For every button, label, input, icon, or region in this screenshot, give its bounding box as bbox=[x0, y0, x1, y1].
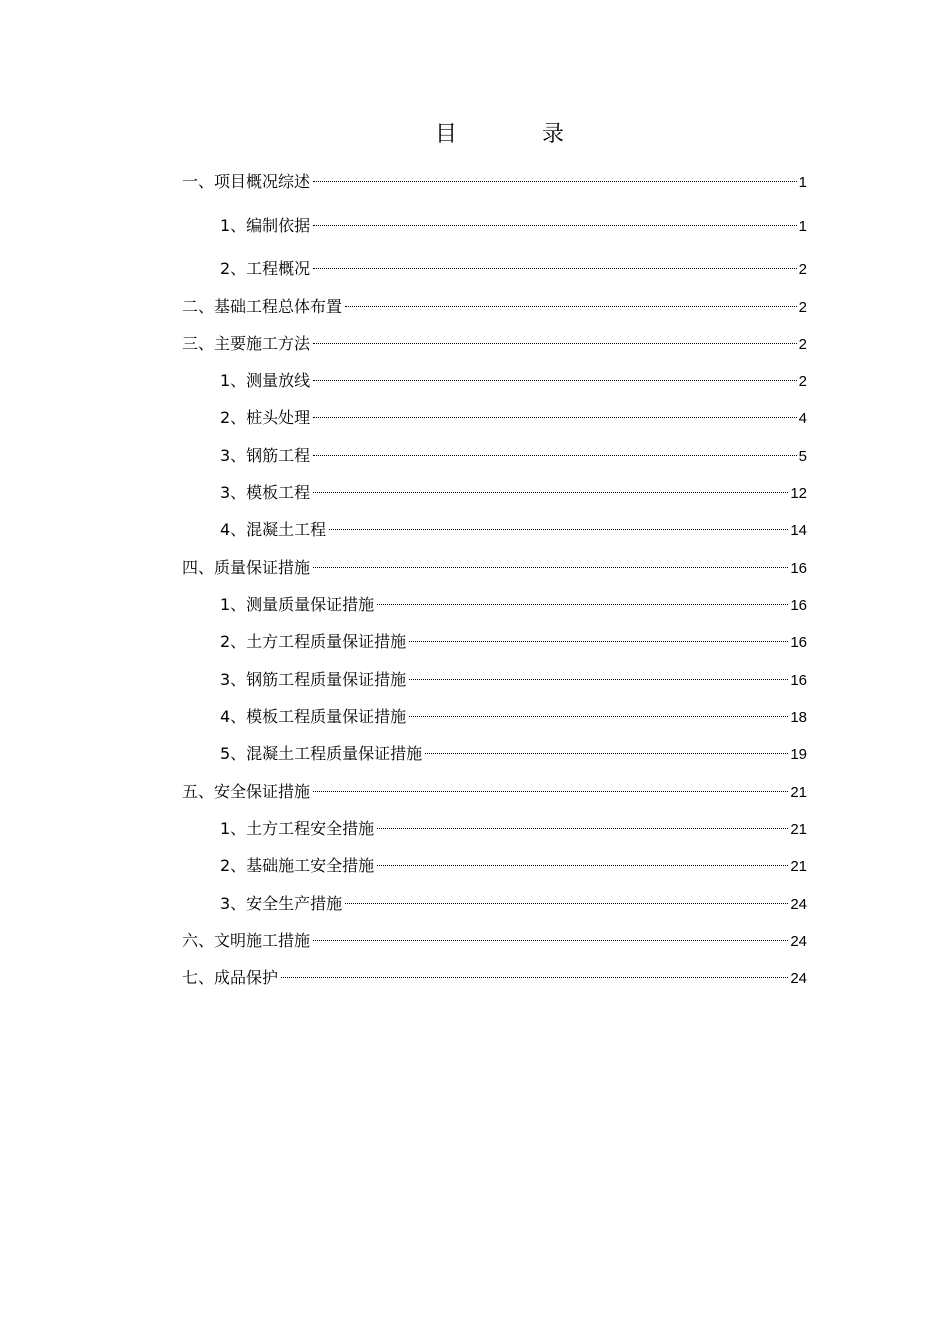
toc-entry-label: 2、基础施工安全措施 bbox=[220, 856, 375, 875]
toc-subsection-entry[interactable] bbox=[220, 214, 807, 238]
toc-page-number: 4 bbox=[798, 410, 807, 427]
dot-leader bbox=[313, 181, 797, 182]
toc-entry-label: 1、测量放线 bbox=[220, 371, 311, 390]
toc-entry-label: 1、编制依据 bbox=[220, 216, 311, 235]
toc-page-number: 2 bbox=[798, 336, 807, 353]
dot-leader bbox=[409, 716, 788, 717]
dot-leader bbox=[313, 492, 788, 493]
toc-page-number: 16 bbox=[790, 634, 807, 651]
toc-subsection-entry[interactable] bbox=[220, 444, 807, 468]
toc-subsection-entry[interactable] bbox=[220, 630, 807, 654]
toc-entry-label: 二、基础工程总体布置 bbox=[182, 297, 343, 316]
dot-leader bbox=[345, 903, 788, 904]
toc-page-number: 21 bbox=[790, 858, 807, 875]
dot-leader bbox=[313, 940, 788, 941]
toc-entry-label: 4、混凝土工程 bbox=[220, 520, 327, 539]
toc-entry-label: 四、质量保证措施 bbox=[182, 558, 311, 577]
toc-entry-label: 六、文明施工措施 bbox=[182, 931, 311, 950]
toc-subsection-entry[interactable] bbox=[220, 257, 807, 281]
toc-page-number: 1 bbox=[798, 174, 807, 191]
toc-page-number: 14 bbox=[790, 522, 807, 539]
toc-page-number: 2 bbox=[798, 299, 807, 316]
toc-entry-label: 一、项目概况综述 bbox=[182, 172, 311, 191]
toc-entry-label: 2、桩头处理 bbox=[220, 408, 311, 427]
toc-page-number: 24 bbox=[790, 970, 807, 987]
title-char-mu: 目 bbox=[435, 122, 458, 147]
toc-page-number: 21 bbox=[790, 821, 807, 838]
toc-page-number: 16 bbox=[790, 597, 807, 614]
dot-leader bbox=[313, 380, 796, 381]
toc-subsection-entry[interactable] bbox=[220, 854, 807, 878]
toc-subsection-entry[interactable] bbox=[220, 817, 807, 841]
toc-subsection-entry[interactable] bbox=[220, 481, 807, 505]
toc-entry-label: 1、测量质量保证措施 bbox=[220, 595, 375, 614]
dot-leader bbox=[313, 343, 797, 344]
toc-section-entry[interactable] bbox=[182, 780, 807, 804]
toc-subsection-entry[interactable] bbox=[220, 705, 807, 729]
toc-page-number: 5 bbox=[798, 448, 807, 465]
title-char-lu: 录 bbox=[542, 122, 565, 147]
toc-entry-label: 3、模板工程 bbox=[220, 483, 311, 502]
dot-leader bbox=[377, 828, 788, 829]
toc-page-number: 24 bbox=[790, 896, 807, 913]
dot-leader bbox=[313, 225, 796, 226]
toc-subsection-entry[interactable] bbox=[220, 369, 807, 393]
toc-subsection-entry[interactable] bbox=[220, 593, 807, 617]
dot-leader bbox=[313, 791, 788, 792]
toc-page-number: 24 bbox=[790, 933, 807, 950]
toc-entry-label: 3、钢筋工程 bbox=[220, 446, 311, 465]
dot-leader bbox=[345, 306, 797, 307]
toc-section-entry[interactable] bbox=[182, 929, 807, 953]
dot-leader bbox=[329, 529, 788, 530]
toc-subsection-entry[interactable] bbox=[220, 892, 807, 916]
toc-page-number: 21 bbox=[790, 784, 807, 801]
toc-entry-label: 5、混凝土工程质量保证措施 bbox=[220, 744, 423, 763]
toc-page-number: 12 bbox=[790, 485, 807, 502]
toc-subsection-entry[interactable] bbox=[220, 742, 807, 766]
toc-entry-label: 3、安全生产措施 bbox=[220, 894, 343, 913]
dot-leader bbox=[313, 268, 796, 269]
dot-leader bbox=[409, 641, 788, 642]
toc-section-entry[interactable] bbox=[182, 332, 807, 356]
toc-entry-label: 2、工程概况 bbox=[220, 259, 311, 278]
dot-leader bbox=[409, 679, 788, 680]
dot-leader bbox=[313, 567, 788, 568]
toc-page-number: 19 bbox=[790, 746, 807, 763]
toc-section-entry[interactable] bbox=[182, 966, 807, 990]
toc-subsection-entry[interactable] bbox=[220, 406, 807, 430]
dot-leader bbox=[281, 977, 788, 978]
toc-entry-label: 七、成品保护 bbox=[182, 968, 279, 987]
dot-leader bbox=[425, 753, 788, 754]
toc-entry-label: 3、钢筋工程质量保证措施 bbox=[220, 670, 407, 689]
toc-page-number: 16 bbox=[790, 672, 807, 689]
toc-entry-label: 三、主要施工方法 bbox=[182, 334, 311, 353]
toc-page-number: 16 bbox=[790, 560, 807, 577]
toc-page-number: 2 bbox=[798, 261, 807, 278]
toc-entry-label: 五、安全保证措施 bbox=[182, 782, 311, 801]
toc-page-number: 18 bbox=[790, 709, 807, 726]
toc-entry-label: 4、模板工程质量保证措施 bbox=[220, 707, 407, 726]
dot-leader bbox=[377, 865, 788, 866]
dot-leader bbox=[313, 455, 796, 456]
toc-page-number: 2 bbox=[798, 373, 807, 390]
toc-section-entry[interactable] bbox=[182, 295, 807, 319]
toc-subsection-entry[interactable] bbox=[220, 668, 807, 692]
page-title bbox=[0, 120, 950, 150]
dot-leader bbox=[377, 604, 788, 605]
dot-leader bbox=[313, 417, 796, 418]
toc-section-entry[interactable] bbox=[182, 556, 807, 580]
toc-entry-label: 1、土方工程安全措施 bbox=[220, 819, 375, 838]
toc-page-number: 1 bbox=[798, 218, 807, 235]
toc-section-entry[interactable] bbox=[182, 170, 807, 194]
toc-subsection-entry[interactable] bbox=[220, 518, 807, 542]
toc-entry-label: 2、土方工程质量保证措施 bbox=[220, 632, 407, 651]
